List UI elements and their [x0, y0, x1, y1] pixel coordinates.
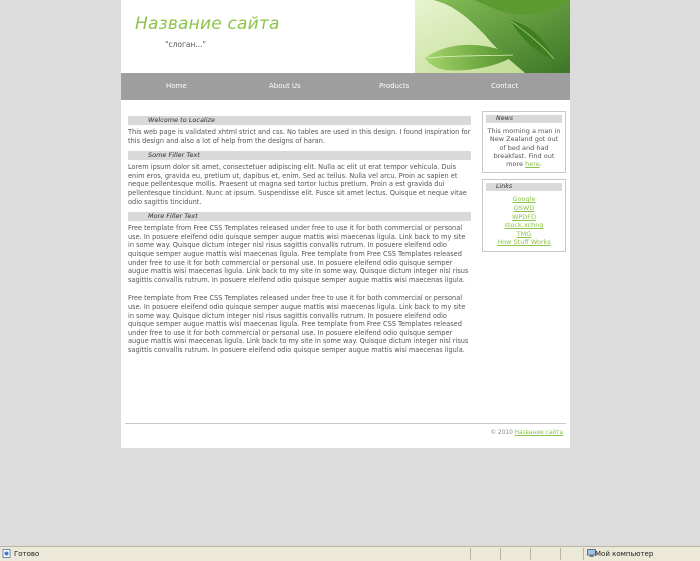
- status-separator: [470, 548, 471, 560]
- ie-page-icon: [2, 549, 11, 558]
- footer-site-link[interactable]: Название сайта: [514, 430, 563, 436]
- link-wpdfd[interactable]: WPDFD: [511, 212, 537, 221]
- status-separator: [583, 548, 584, 560]
- link-how-stuff-works[interactable]: How Stuff Works: [497, 238, 551, 247]
- footer: [490, 430, 563, 436]
- nav-contact[interactable]: Contact: [491, 82, 519, 90]
- news-heading: News: [486, 115, 562, 123]
- link-oswd[interactable]: OSWD: [513, 204, 535, 213]
- top-nav: [121, 73, 570, 100]
- link-stock-xchng[interactable]: stock.xchng: [504, 221, 544, 230]
- footer-divider: [125, 423, 566, 424]
- nav-about-us[interactable]: About Us: [269, 82, 301, 90]
- leaf-header-image: [415, 0, 570, 73]
- link-google[interactable]: Google: [512, 195, 536, 204]
- site-title[interactable]: Название сайта: [135, 14, 280, 34]
- sidebar: [482, 111, 566, 258]
- links-heading: Links: [486, 183, 562, 191]
- section-heading-filler: Some Filler Text: [128, 151, 471, 160]
- news-text-end: .: [539, 160, 542, 169]
- news-here-link[interactable]: here: [525, 160, 540, 169]
- page-container: [121, 0, 570, 448]
- nav-home[interactable]: Home: [166, 82, 187, 90]
- news-text: This morning a man in New Zealand got out of bed and had breakfast. Find out more: [487, 127, 561, 169]
- welcome-paragraph: This web page is validated xhtml strict and css. No tables are used in this design. I found inspiration for this design and also a lot of help from the designs of haran.: [128, 128, 471, 145]
- more-filler-paragraph-2: Free template from Free CSS Templates released under free to use it for both commercial or personal use. In posuere eleifend odio quisque semper augue mattis wisi maecenas ligula. Link back to my site in some way. Quisque dictum integer nisl risus sagittis convallis rutrum. In posuere eleifend odio quisque semper augue mattis wisi maecenas ligula. Free template from Free CSS Templates released under free to use it for both commercial or personal use. In posuere eleifend odio quisque semper augue mattis wisi maecenas ligula. Link back to my site in some way. Quisque dictum integer nisl risus sagittis convallis rutrum. In posuere eleifend odio quisque semper augue mattis wisi maecenas ligula.: [128, 294, 469, 354]
- section-heading-more-filler: More Filler Text: [128, 212, 471, 221]
- filler-paragraph: Lorem ipsum dolor sit amet, consectetuer adipiscing elit. Nulla ac elit ut erat tempor vehicula. Duis enim eros, gravida eu, pretium ut, dapibus et, enim. Sed ac tellus. Nulla vel arcu. Proin ac sapien et neque pellentesque mollis. Praesent ut magna sed tortor luctus pretium. Proin a est gravida dui pellentesque tincidunt. Nunc at ipsum. Suspendisse elit. Fusce sit amet lectus. Quisque et neque vitae odio sagittis tincidunt.: [128, 163, 467, 206]
- footer-copyright: © 2010: [490, 430, 515, 436]
- links-list: [486, 195, 562, 247]
- more-filler-paragraph-1: Free template from Free CSS Templates released under free to use it for both commercial or personal use. In posuere eleifend odio quisque semper augue mattis wisi maecenas ligula. Link back to my site in some way. Quisque dictum integer nisl risus sagittis convallis rutrum. In posuere eleifend odio quisque semper augue mattis wisi maecenas ligula. Free template from Free CSS Templates released under free to use it for both commercial or personal use. In posuere eleifend odio quisque semper augue mattis wisi maecenas ligula. Link back to my site in some way. Quisque dictum integer nisl risus sagittis convallis rutrum. In posuere eleifend odio quisque semper augue mattis wisi maecenas ligula.: [128, 224, 469, 284]
- site-slogan: "слоган...": [165, 40, 206, 49]
- links-box: [482, 179, 566, 252]
- section-heading-welcome: Welcome to Localize: [128, 116, 471, 125]
- status-separator: [500, 548, 501, 560]
- news-box: [482, 111, 566, 173]
- status-zone: Мой компьютер: [595, 550, 654, 558]
- status-text: Готово: [14, 550, 40, 558]
- link-tmg[interactable]: TMG: [516, 229, 532, 238]
- status-separator: [560, 548, 561, 560]
- browser-status-bar: [0, 546, 700, 561]
- main-content: [128, 116, 471, 360]
- nav-products[interactable]: Products: [379, 82, 410, 90]
- status-separator: [530, 548, 531, 560]
- news-body: [486, 127, 562, 168]
- header: [121, 0, 570, 73]
